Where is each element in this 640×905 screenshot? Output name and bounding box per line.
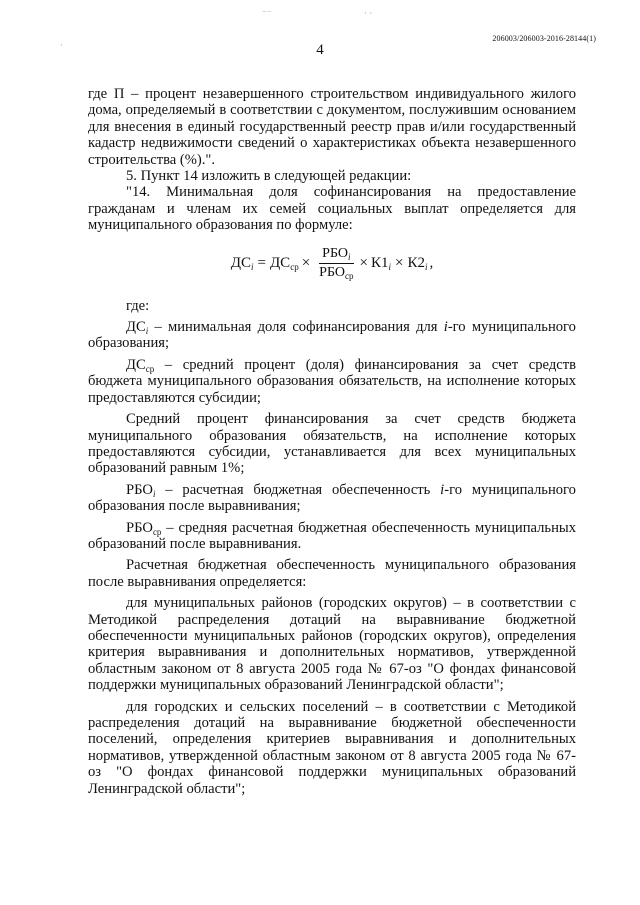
paragraph: где П – процент незавершенного строительством индивидуального жилого дома, определяемый в соответствии с документом, послужившим основанием для внесения в единый государственный реестр прав и/или государственный кадастр недвижимости сведений о характеристиках объекта незавершенного строительства (%).". [88,86,576,168]
definition-ds-sr: $ДС_{ср}$ – средний процент (доля) финансирования за счет средств бюджета муниципального образования обязательств, на исполнение которых предоставляются субсидии; [88,356,576,406]
paragraph: 5. Пункт 14 изложить в следующей редакции: [126,168,412,185]
document-body [88,86,576,797]
formula-fraction [316,246,356,281]
paragraph: Средний процент финансирования за счет средств бюджета муниципального образования обязательств, на исполнение которых предоставляются субсидии, устанавливается для всех муниципальных образований равным 1%; [88,411,576,477]
fraction-numerator: $РБО_i$ [319,246,353,264]
formula-lhs: $ДС_i$ [230,255,254,273]
fraction-denominator: $РБО_{ср}$ [319,265,354,282]
definition-rbo-sr: $РБО_{ср}$ – средняя расчетная бюджетная обеспеченность муниципальных образований после выравнивания. [88,519,576,552]
formula-times: × [395,255,404,272]
document-id: 206003/206003-2016-28144(1) [492,34,596,43]
scan-mark: · [60,40,63,50]
paragraph: "14. Минимальная доля софинансирования на предоставление гражданам и членам их семей социальных выплат определяется для муниципального образования по формуле: [88,184,576,234]
formula [88,244,576,284]
paragraph: для городских и сельских поселений – в соответствии с Методикой распределения дотаций на выравнивание бюджетной обеспеченности поселений, определения критериев выравнивания и дополнительных нормативов, утвержденной областным законом от 8 августа 2005 года № 67-оз "О фондах финансовой поддержки муниципальных образований Ленинградской области"; [88,698,576,797]
page-number: 4 [316,42,324,58]
definition-ds-i: $ДС_i$ – минимальная доля софинансирования для i-го муниципального образования; [88,319,576,352]
formula-equals: = [257,255,266,272]
scan-mark: · · [364,8,373,18]
formula-times: × [359,255,368,272]
formula-times: × [301,255,311,272]
paragraph: для муниципальных районов (городских округов) – в соответствии с Методикой распределения дотаций на выравнивание бюджетной обеспеченности муниципальных районов (городских округов), определения критерия выравнивания и дополнительных нормативов, утвержденной областным законом от 8 августа 2005 года № 67-оз "О фондах финансовой поддержки муниципальных образований Ленинградской области"; [88,595,576,694]
formula-ds-sr: $ДС_{ср}$ [269,255,299,273]
formula-k2: $К2_i$ [407,255,428,273]
paragraph: где: [126,297,150,314]
scan-mark: ⁻⁻ [262,8,272,18]
definition-rbo-i: $РБО_i$ – расчетная бюджетная обеспеченность i-го муниципального образования после выравнивания; [88,481,576,515]
formula-comma: , [429,255,434,272]
paragraph: Расчетная бюджетная обеспеченность муниципального образования после выравнивания определяется: [88,557,576,590]
formula-k1: $К1_i$ [370,255,392,273]
